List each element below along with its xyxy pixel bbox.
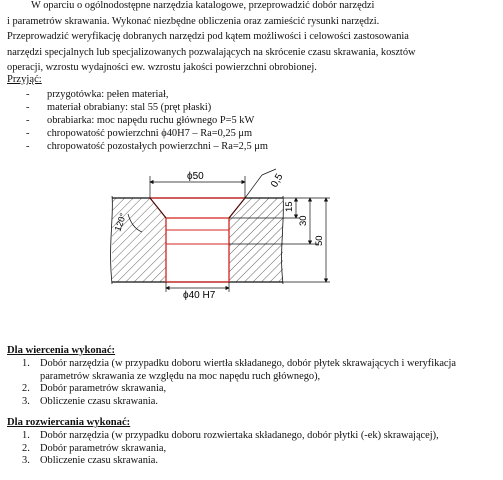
dimension-label: 0,5 bbox=[269, 171, 286, 190]
assumption-item: - materiał obrabiany: stal 55 (pręt płaski) bbox=[26, 101, 268, 114]
assumption-item: - chropowatość pozostałych powierzchni – Ra=2,5 μm bbox=[26, 140, 268, 153]
dimension-label: ϕ40 H7 bbox=[183, 290, 216, 301]
part-section bbox=[111, 196, 284, 284]
dimension-label: 50 bbox=[314, 235, 325, 246]
dimension-chamfer bbox=[245, 169, 286, 198]
dimension-phi40 bbox=[166, 282, 229, 301]
list-item: 3. Obliczenie czasu skrawania. bbox=[22, 395, 158, 407]
assumption-item: - przygotówka: pełen materiał, bbox=[26, 88, 268, 101]
dimension-label: 30 bbox=[298, 215, 309, 226]
assumption-item: - chropowatość powierzchni ϕ40H7 – Ra=0,25 μm bbox=[26, 127, 268, 140]
list-item: 3. Obliczenie czasu skrawania. bbox=[22, 455, 158, 467]
drilling-heading: Dla wiercenia wykonać: bbox=[7, 345, 116, 356]
assumption-item: - obrabiarka: moc napędu ruchu głównego P=5 kW bbox=[26, 114, 268, 127]
assumptions-heading: Przyjąć: bbox=[7, 74, 42, 85]
list-item: 1. Dobór narzędzia (w przypadku doboru wiertła składanego, dobór płytek skrawających i weryfikacja parametrów skrawania ze względu na moc napędu ruch głównego), bbox=[22, 358, 457, 382]
list-item: 2. Dobór parametrów skrawania, bbox=[22, 442, 167, 454]
drilling-steps bbox=[22, 358, 480, 408]
dimension-phi50 bbox=[150, 171, 245, 198]
reaming-heading: Dla rozwiercania wykonać: bbox=[7, 417, 131, 428]
dimension-label: ϕ50 bbox=[187, 171, 204, 182]
intro-paragraph-1: W oparciu o ogólnodostępne narzędzia katalogowe, przeprowadzić dobór narzędzi i parametrów skrawania. Wykonać niezbędne obliczenia oraz zamieścić rysunki narzędzi. bbox=[7, 0, 380, 27]
dimension-label: 15 bbox=[284, 201, 295, 212]
list-item: 2. Dobór parametrów skrawania, bbox=[22, 383, 167, 395]
dimension-label: 120° bbox=[112, 211, 129, 233]
list-item: 1. Dobór narzędzia (w przypadku doboru rozwiertaka składanego, dobór płytki (-ek) skrawającej), bbox=[22, 430, 439, 441]
reaming-steps bbox=[22, 430, 480, 468]
intro-paragraph-2: Przeprowadzić weryfikację dobranych narzędzi pod kątem możliwości i celowości zastosowania narzędzi specjalnych lub specjalizowanych pozwalających na skrócenie czasu skrawania, kosztów operacji, wzrostu wydajności ew. wzrostu jakości powierzchni obrobionej. bbox=[7, 31, 416, 74]
